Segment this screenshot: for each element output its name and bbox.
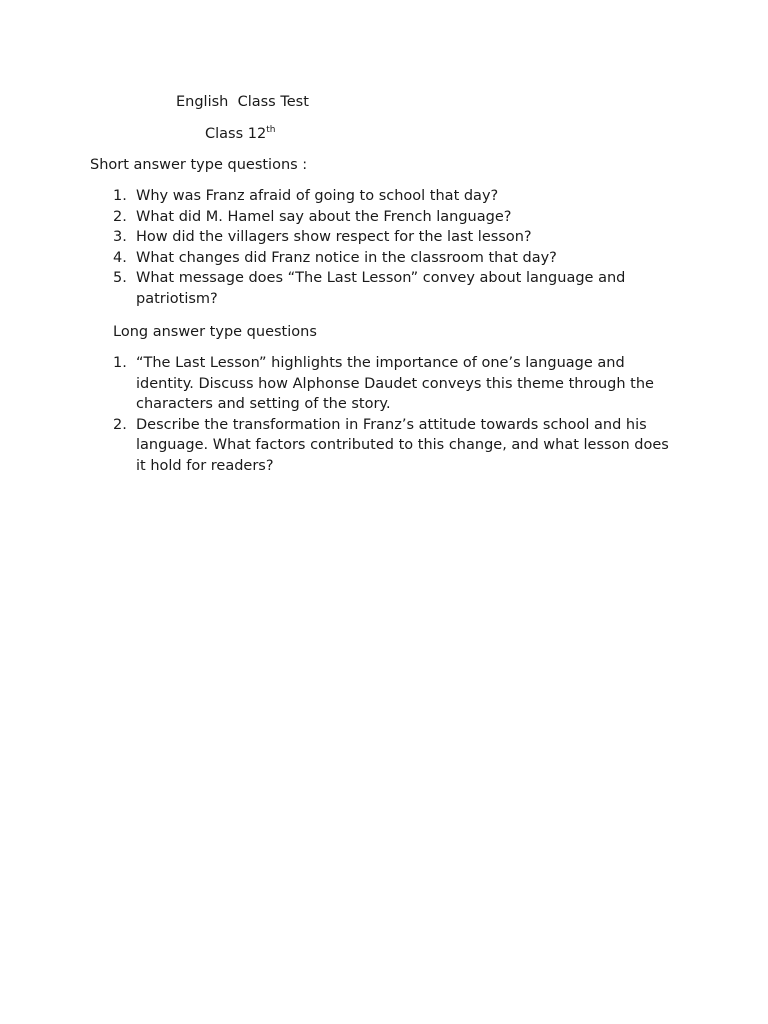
short-answer-heading: Short answer type questions :: [90, 157, 308, 173]
class-number: Class 12: [205, 126, 267, 142]
list-item: [113, 248, 673, 269]
question-number: 3.: [113, 229, 127, 246]
question-text: How did the villagers show respect for the last lesson?: [136, 229, 532, 246]
question-text: What message does “The Last Lesson” convey about language and patriotism?: [136, 270, 626, 307]
test-title: English Class Test: [176, 94, 309, 110]
class-superscript: th: [266, 125, 276, 135]
list-item: [113, 227, 673, 248]
question-number: 1.: [113, 188, 127, 204]
question-number: 4.: [113, 249, 127, 266]
long-answer-list: [113, 353, 673, 477]
long-answer-heading: Long answer type questions: [113, 324, 317, 340]
list-item: [113, 186, 673, 207]
question-number: 2.: [113, 208, 127, 225]
list-item: [113, 207, 673, 228]
question-number: 5.: [113, 270, 127, 287]
short-answer-list: [113, 186, 673, 310]
question-text: “The Last Lesson” highlights the importance of one’s language and identity. Discuss how Alphonse Daudet conveys this theme through the characters and setting of the story.: [136, 355, 654, 413]
question-text: What did M. Hamel say about the French language?: [136, 208, 512, 225]
question-number: 2.: [113, 416, 127, 433]
list-item: [113, 415, 673, 477]
class-label: [205, 124, 275, 144]
list-item: [113, 353, 673, 415]
question-number: 1.: [113, 355, 127, 371]
question-text: Describe the transformation in Franz’s attitude towards school and his language. What factors contributed to this change, and what lesson does it hold for readers?: [136, 416, 669, 474]
list-item: [113, 268, 673, 309]
question-text: Why was Franz afraid of going to school that day?: [136, 188, 499, 204]
question-text: What changes did Franz notice in the classroom that day?: [136, 249, 557, 266]
